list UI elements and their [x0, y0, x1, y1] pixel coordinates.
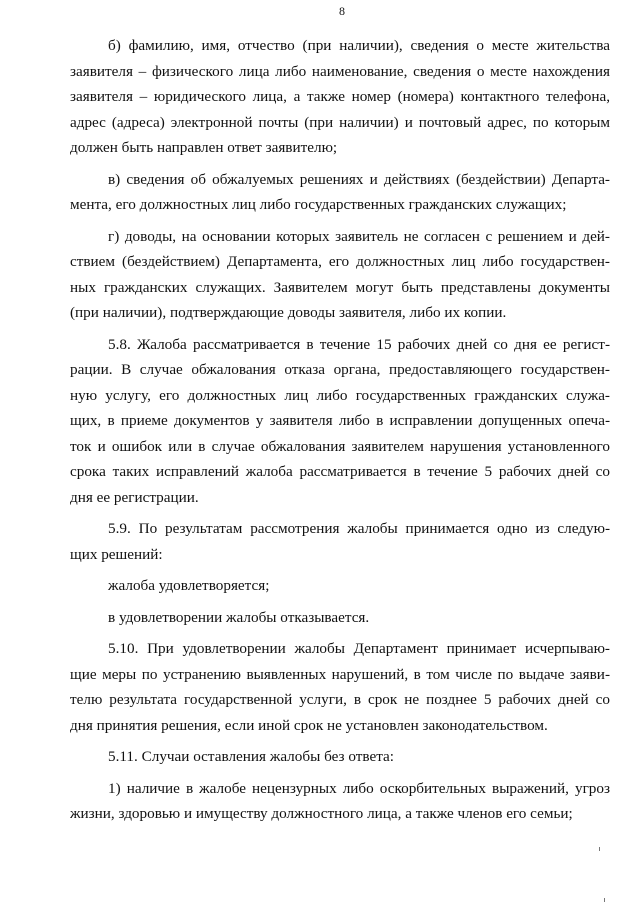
scan-mark — [599, 847, 600, 851]
text-line: ствием (бездействием) Департамента, его должностных лиц либо государствен- — [70, 253, 610, 270]
text-line: г) доводы, на основании которых заявитель не согласен с решением и дей- — [108, 227, 610, 245]
text-line: щих решений: — [70, 545, 163, 563]
text-line: 5.10. При удовлетворении жалобы Департамент принимает исчерпываю- — [108, 640, 610, 657]
paragraph-item-b — [70, 33, 610, 161]
text-line: ную услугу, его должностных лиц либо государственных гражданских служа- — [70, 386, 610, 404]
text-line: заявителя – физического лица либо наименование, сведения о месте нахождения — [70, 62, 610, 80]
text-line: (при наличии), подтверждающие доводы заявителя, либо их копии. — [70, 304, 507, 321]
text-line: дня ее регистрации. — [70, 488, 199, 506]
text-line: 1) наличие в жалобе нецензурных либо оскорбительных выражений, угроз — [108, 779, 610, 797]
paragraph-decision-1 — [70, 573, 610, 599]
text-line: щих, в приеме документов у заявителя либо в исправлении допущенных опеча- — [70, 412, 610, 429]
paragraph-case-1 — [70, 776, 610, 827]
text-line: заявителя – юридического лица, а также номер (номера) контактного телефона, — [70, 88, 610, 105]
paragraph-decision-2 — [70, 605, 610, 631]
text-line: должен быть направлен ответ заявителю; — [70, 139, 338, 156]
text-line: дня принятия решения, если иной срок не установлен законодательством. — [70, 716, 548, 734]
text-line: срока таких исправлений жалоба рассматривается в течение 5 рабочих дней со — [70, 463, 610, 480]
paragraph-item-v — [70, 167, 610, 218]
text-line: ток и ошибок или в случае обжалования заявителем нарушения установленного — [70, 437, 610, 455]
text-line: б) фамилию, имя, отчество (при наличии), сведения о месте жительства — [108, 37, 610, 54]
text-line: жизни, здоровью и имуществу должностного лица, а также членов его семьи; — [70, 805, 573, 822]
paragraph-clause-5-10 — [70, 636, 610, 738]
page-number: 8 — [339, 4, 345, 18]
text-line: мента, его должностных лиц либо государственных гражданских служащих; — [70, 196, 567, 213]
text-line: жалоба удовлетворяется; — [108, 577, 270, 594]
text-line: ных гражданских служащих. Заявителем могут быть представлены документы — [70, 278, 610, 296]
text-line: адрес (адреса) электронной почты (при наличии) и почтовый адрес, по которым — [70, 113, 610, 131]
text-line: телю результата государственной услуги, в срок не позднее 5 рабочих дней со — [70, 691, 610, 708]
document-body — [70, 33, 610, 827]
text-line: рации. В случае обжалования отказа органа, предоставляющего государствен- — [70, 361, 610, 378]
text-line: щие меры по устранению выявленных нарушений, в том числе по выдаче заяви- — [70, 665, 610, 683]
text-line: в удовлетворении жалобы отказывается. — [108, 608, 370, 626]
paragraph-clause-5-8 — [70, 332, 610, 511]
text-line: в) сведения об обжалуемых решениях и действиях (бездействии) Департа- — [108, 170, 610, 188]
text-line: 5.11. Случаи оставления жалобы без ответа: — [108, 748, 394, 765]
paragraph-clause-5-11 — [70, 744, 610, 770]
paragraph-clause-5-9 — [70, 516, 610, 567]
paragraph-item-g — [70, 224, 610, 326]
text-line: 5.9. По результатам рассмотрения жалобы принимается одно из следую- — [108, 520, 610, 537]
scan-mark — [604, 898, 605, 902]
text-line: 5.8. Жалоба рассматривается в течение 15 рабочих дней со дня ее регист- — [108, 335, 610, 353]
